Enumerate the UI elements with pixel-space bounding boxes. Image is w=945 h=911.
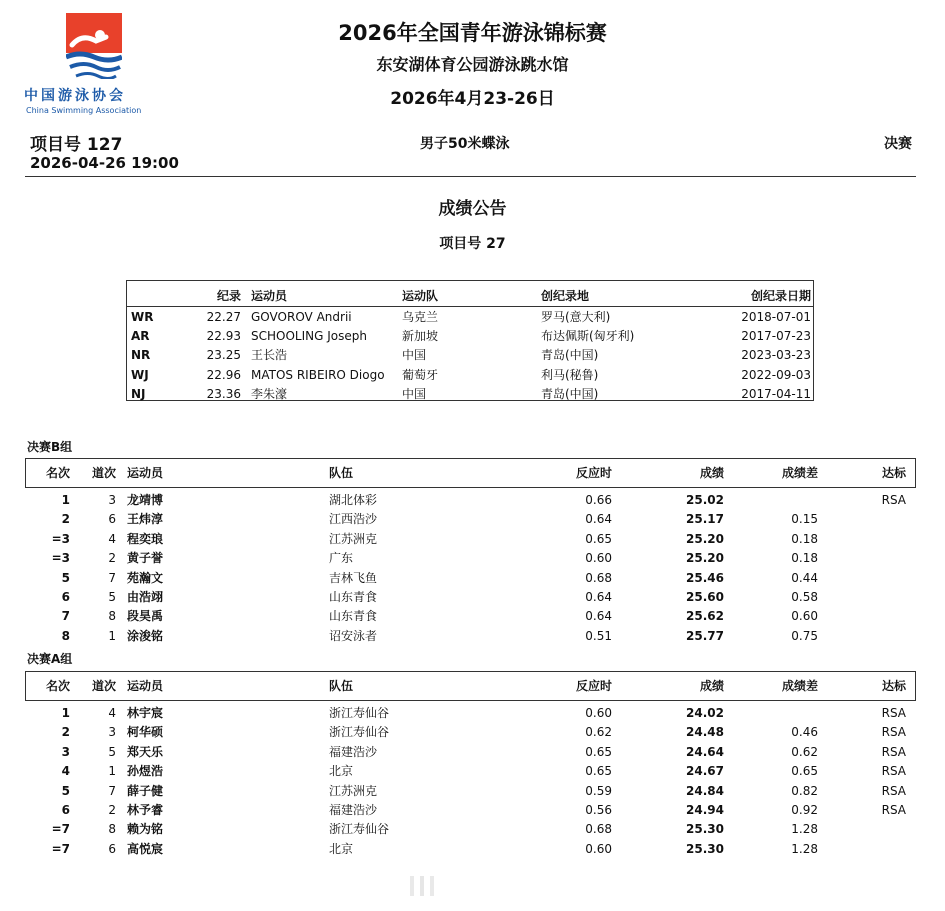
result-lane: 1 xyxy=(108,764,116,779)
result-lane: 5 xyxy=(108,744,116,759)
result-team: 广东 xyxy=(329,551,354,566)
event-time: 2026-04-26 19:00 xyxy=(30,154,179,172)
result-rt: 0.64 xyxy=(585,609,612,624)
venue: 东安湖体育公园游泳跳水馆 xyxy=(376,55,569,74)
record-code: NR xyxy=(131,348,151,363)
record-code: WR xyxy=(131,310,154,324)
table-header-cell: 名次 xyxy=(45,679,70,693)
records-header-place: 创纪录地 xyxy=(541,289,590,303)
result-std: RSA xyxy=(881,783,906,798)
result-diff: 0.44 xyxy=(791,570,818,585)
announcement-title: 成绩公告 xyxy=(438,199,507,219)
result-name: 林宇宸 xyxy=(127,706,164,720)
result-diff: 1.28 xyxy=(791,822,818,837)
result-lane: 3 xyxy=(108,725,116,740)
result-name: 由浩翊 xyxy=(127,590,164,604)
result-rt: 0.51 xyxy=(585,628,612,643)
result-time: 25.30 xyxy=(686,822,724,837)
result-time: 24.64 xyxy=(686,744,724,759)
record-code: AR xyxy=(131,329,150,344)
result-team: 浙江寿仙谷 xyxy=(329,725,390,740)
result-time: 24.02 xyxy=(686,706,724,720)
result-name: 涂浚铭 xyxy=(127,628,164,643)
result-rt: 0.56 xyxy=(585,803,612,817)
result-rank: 6 xyxy=(61,590,70,604)
table-header-cell: 成绩 xyxy=(699,679,724,693)
result-name: 柯华硕 xyxy=(127,725,164,740)
record-athlete: SCHOOLING Joseph xyxy=(251,329,367,344)
result-team: 北京 xyxy=(329,764,354,779)
table-header-cell: 道次 xyxy=(91,466,116,480)
record-time: 22.93 xyxy=(206,329,241,344)
result-lane: 4 xyxy=(108,706,116,720)
result-name: 林予睿 xyxy=(127,803,164,817)
result-rt: 0.65 xyxy=(585,764,612,779)
result-std: RSA xyxy=(881,744,906,759)
result-lane: 1 xyxy=(108,628,116,643)
record-team: 新加坡 xyxy=(402,329,439,344)
result-rt: 0.68 xyxy=(585,822,612,837)
table-header-cell: 道次 xyxy=(91,679,116,693)
result-diff: 0.18 xyxy=(791,531,818,546)
result-rt: 0.66 xyxy=(585,493,612,507)
result-lane: 6 xyxy=(108,512,116,527)
record-time: 23.25 xyxy=(206,348,241,363)
result-team: 江苏洲克 xyxy=(329,783,378,798)
result-rt: 0.60 xyxy=(585,841,612,856)
records-header-athlete: 运动员 xyxy=(251,289,288,303)
table-header-cell: 成绩差 xyxy=(781,679,818,693)
result-name: 薛子健 xyxy=(127,783,164,798)
event-number: 项目号 127 xyxy=(30,135,123,155)
result-diff: 0.82 xyxy=(791,783,818,798)
result-diff: 0.65 xyxy=(791,764,818,779)
result-lane: 7 xyxy=(108,570,116,585)
result-rt: 0.68 xyxy=(585,570,612,585)
event-name: 男子50米蝶泳 xyxy=(420,136,510,152)
result-team: 江苏洲克 xyxy=(329,531,378,546)
table-header-cell: 反应时 xyxy=(575,679,612,693)
result-lane: 8 xyxy=(108,822,116,837)
result-team: 山东青食 xyxy=(329,609,378,624)
result-time: 25.17 xyxy=(686,512,724,527)
record-time: 22.96 xyxy=(206,367,241,382)
result-team: 浙江寿仙谷 xyxy=(329,706,390,720)
result-name: 王炜淳 xyxy=(127,512,164,527)
table-header-cell: 队伍 xyxy=(329,466,354,480)
result-std: RSA xyxy=(881,706,906,720)
result-rt: 0.64 xyxy=(585,512,612,527)
group-a-table xyxy=(0,671,945,861)
result-diff: 0.58 xyxy=(791,590,818,604)
record-code: WJ xyxy=(131,367,149,382)
records-header-divider xyxy=(127,306,813,307)
record-team: 中国 xyxy=(402,348,427,363)
result-diff: 1.28 xyxy=(791,841,818,856)
group-b-table xyxy=(0,458,945,648)
record-place: 青岛(中国) xyxy=(541,348,599,363)
group-b-title: 决赛B组 xyxy=(27,440,73,454)
records-header-team: 运动队 xyxy=(402,289,439,303)
page-scroll-indicator xyxy=(410,876,540,896)
result-diff: 0.18 xyxy=(791,551,818,566)
record-athlete: 王长浩 xyxy=(251,348,288,363)
result-name: 龙靖博 xyxy=(127,493,164,507)
result-time: 25.30 xyxy=(686,841,724,856)
result-rt: 0.65 xyxy=(585,531,612,546)
result-rank: =3 xyxy=(51,531,70,546)
table-header-cell: 队伍 xyxy=(329,679,354,693)
result-lane: 6 xyxy=(108,841,116,856)
record-place: 布达佩斯(匈牙利) xyxy=(541,329,635,344)
result-diff: 0.15 xyxy=(791,512,818,527)
record-athlete: GOVOROV Andrii xyxy=(251,310,352,324)
result-name: 郑天乐 xyxy=(127,744,164,759)
result-team: 湖北体彩 xyxy=(329,493,378,507)
result-lane: 4 xyxy=(108,531,116,546)
result-lane: 3 xyxy=(108,493,116,507)
record-team: 葡萄牙 xyxy=(402,367,439,382)
result-name: 段昊禹 xyxy=(127,609,164,624)
result-time: 25.46 xyxy=(686,570,724,585)
result-lane: 2 xyxy=(108,803,116,817)
result-time: 24.84 xyxy=(686,783,724,798)
logo-name-en: China Swimming Association xyxy=(26,106,142,115)
result-name: 苑瀚文 xyxy=(127,570,164,585)
competition-title: 2026年全国青年游泳锦标赛 xyxy=(338,21,607,45)
record-date: 2023-03-23 xyxy=(741,348,811,363)
header-divider xyxy=(25,176,916,177)
record-date: 2017-07-23 xyxy=(741,329,811,344)
record-athlete: 李朱濠 xyxy=(251,386,288,401)
result-diff: 0.92 xyxy=(791,803,818,817)
result-team: 山东青食 xyxy=(329,590,378,604)
table-header-cell: 成绩差 xyxy=(781,466,818,480)
record-time: 22.27 xyxy=(206,310,241,324)
record-place: 利马(秘鲁) xyxy=(541,367,599,382)
result-lane: 2 xyxy=(108,551,116,566)
result-rt: 0.59 xyxy=(585,783,612,798)
result-time: 25.20 xyxy=(686,551,724,566)
record-code: NJ xyxy=(131,386,146,401)
result-lane: 5 xyxy=(108,590,116,604)
result-rank: =7 xyxy=(51,841,70,856)
result-std: RSA xyxy=(881,725,906,740)
result-rank: 7 xyxy=(61,609,70,624)
round-label: 决赛 xyxy=(884,136,912,152)
result-time: 25.77 xyxy=(686,628,724,643)
result-name: 赖为铭 xyxy=(127,822,164,837)
result-time: 25.20 xyxy=(686,531,724,546)
result-rt: 0.62 xyxy=(585,725,612,740)
table-header-cell: 达标 xyxy=(881,466,906,480)
result-team: 江西浩沙 xyxy=(329,512,378,527)
table-header-cell: 成绩 xyxy=(699,466,724,480)
record-team: 乌克兰 xyxy=(402,310,439,324)
result-team: 福建浩沙 xyxy=(329,803,378,817)
records-table xyxy=(126,280,814,401)
records-header-date: 创纪录日期 xyxy=(750,289,811,303)
table-header-cell: 运动员 xyxy=(127,466,164,480)
result-time: 25.60 xyxy=(686,590,724,604)
result-diff: 0.62 xyxy=(791,744,818,759)
result-diff: 0.75 xyxy=(791,628,818,643)
result-rank: 8 xyxy=(61,628,70,643)
table-header-cell: 达标 xyxy=(881,679,906,693)
result-team: 诏安泳者 xyxy=(329,628,378,643)
result-rank: 2 xyxy=(61,725,70,740)
record-date: 2018-07-01 xyxy=(741,310,811,324)
announcement-event-number: 项目号 27 xyxy=(439,236,506,252)
result-rank: 6 xyxy=(61,803,70,817)
result-lane: 7 xyxy=(108,783,116,798)
result-rank: 1 xyxy=(61,493,70,507)
result-team: 吉林飞鱼 xyxy=(329,570,378,585)
record-date: 2022-09-03 xyxy=(741,367,811,382)
result-lane: 8 xyxy=(108,609,116,624)
result-name: 黄子誉 xyxy=(127,551,164,566)
result-rt: 0.60 xyxy=(585,706,612,720)
result-diff: 0.60 xyxy=(791,609,818,624)
result-std: RSA xyxy=(881,803,906,817)
result-rt: 0.65 xyxy=(585,744,612,759)
result-time: 25.02 xyxy=(686,493,724,507)
competition-dates: 2026年4月23-26日 xyxy=(390,89,555,109)
result-rank: 2 xyxy=(61,512,70,527)
result-team: 浙江寿仙谷 xyxy=(329,822,390,837)
result-rank: 4 xyxy=(61,764,70,779)
logo-name-cn: 中国游泳协会 xyxy=(24,88,126,104)
record-place: 青岛(中国) xyxy=(541,386,599,401)
result-time: 24.48 xyxy=(686,725,724,740)
result-std: RSA xyxy=(881,493,906,507)
record-team: 中国 xyxy=(402,386,427,401)
result-rt: 0.60 xyxy=(585,551,612,566)
record-place: 罗马(意大利) xyxy=(541,310,611,324)
result-time: 24.94 xyxy=(686,803,724,817)
table-header-cell: 运动员 xyxy=(127,679,164,693)
group-a-title: 决赛A组 xyxy=(27,652,73,666)
result-rank: =7 xyxy=(51,822,70,837)
result-time: 25.62 xyxy=(686,609,724,624)
table-header-cell: 名次 xyxy=(45,466,70,480)
table-header-cell: 反应时 xyxy=(575,466,612,480)
record-date: 2017-04-11 xyxy=(741,386,811,401)
record-time: 23.36 xyxy=(206,386,241,401)
result-diff: 0.46 xyxy=(791,725,818,740)
result-name: 程奕琅 xyxy=(127,531,164,546)
record-athlete: MATOS RIBEIRO Diogo xyxy=(251,367,385,382)
result-std: RSA xyxy=(881,764,906,779)
result-name: 孙煜浩 xyxy=(127,764,164,779)
result-rank: 3 xyxy=(61,744,70,759)
result-rt: 0.64 xyxy=(585,590,612,604)
result-rank: 5 xyxy=(61,570,70,585)
result-team: 北京 xyxy=(329,841,354,856)
result-rank: 5 xyxy=(61,783,70,798)
result-time: 24.67 xyxy=(686,764,724,779)
result-rank: 1 xyxy=(61,706,70,720)
result-team: 福建浩沙 xyxy=(329,744,378,759)
records-header-record: 纪录 xyxy=(216,289,241,303)
result-name: 高悦宸 xyxy=(127,841,164,856)
result-rank: =3 xyxy=(51,551,70,566)
